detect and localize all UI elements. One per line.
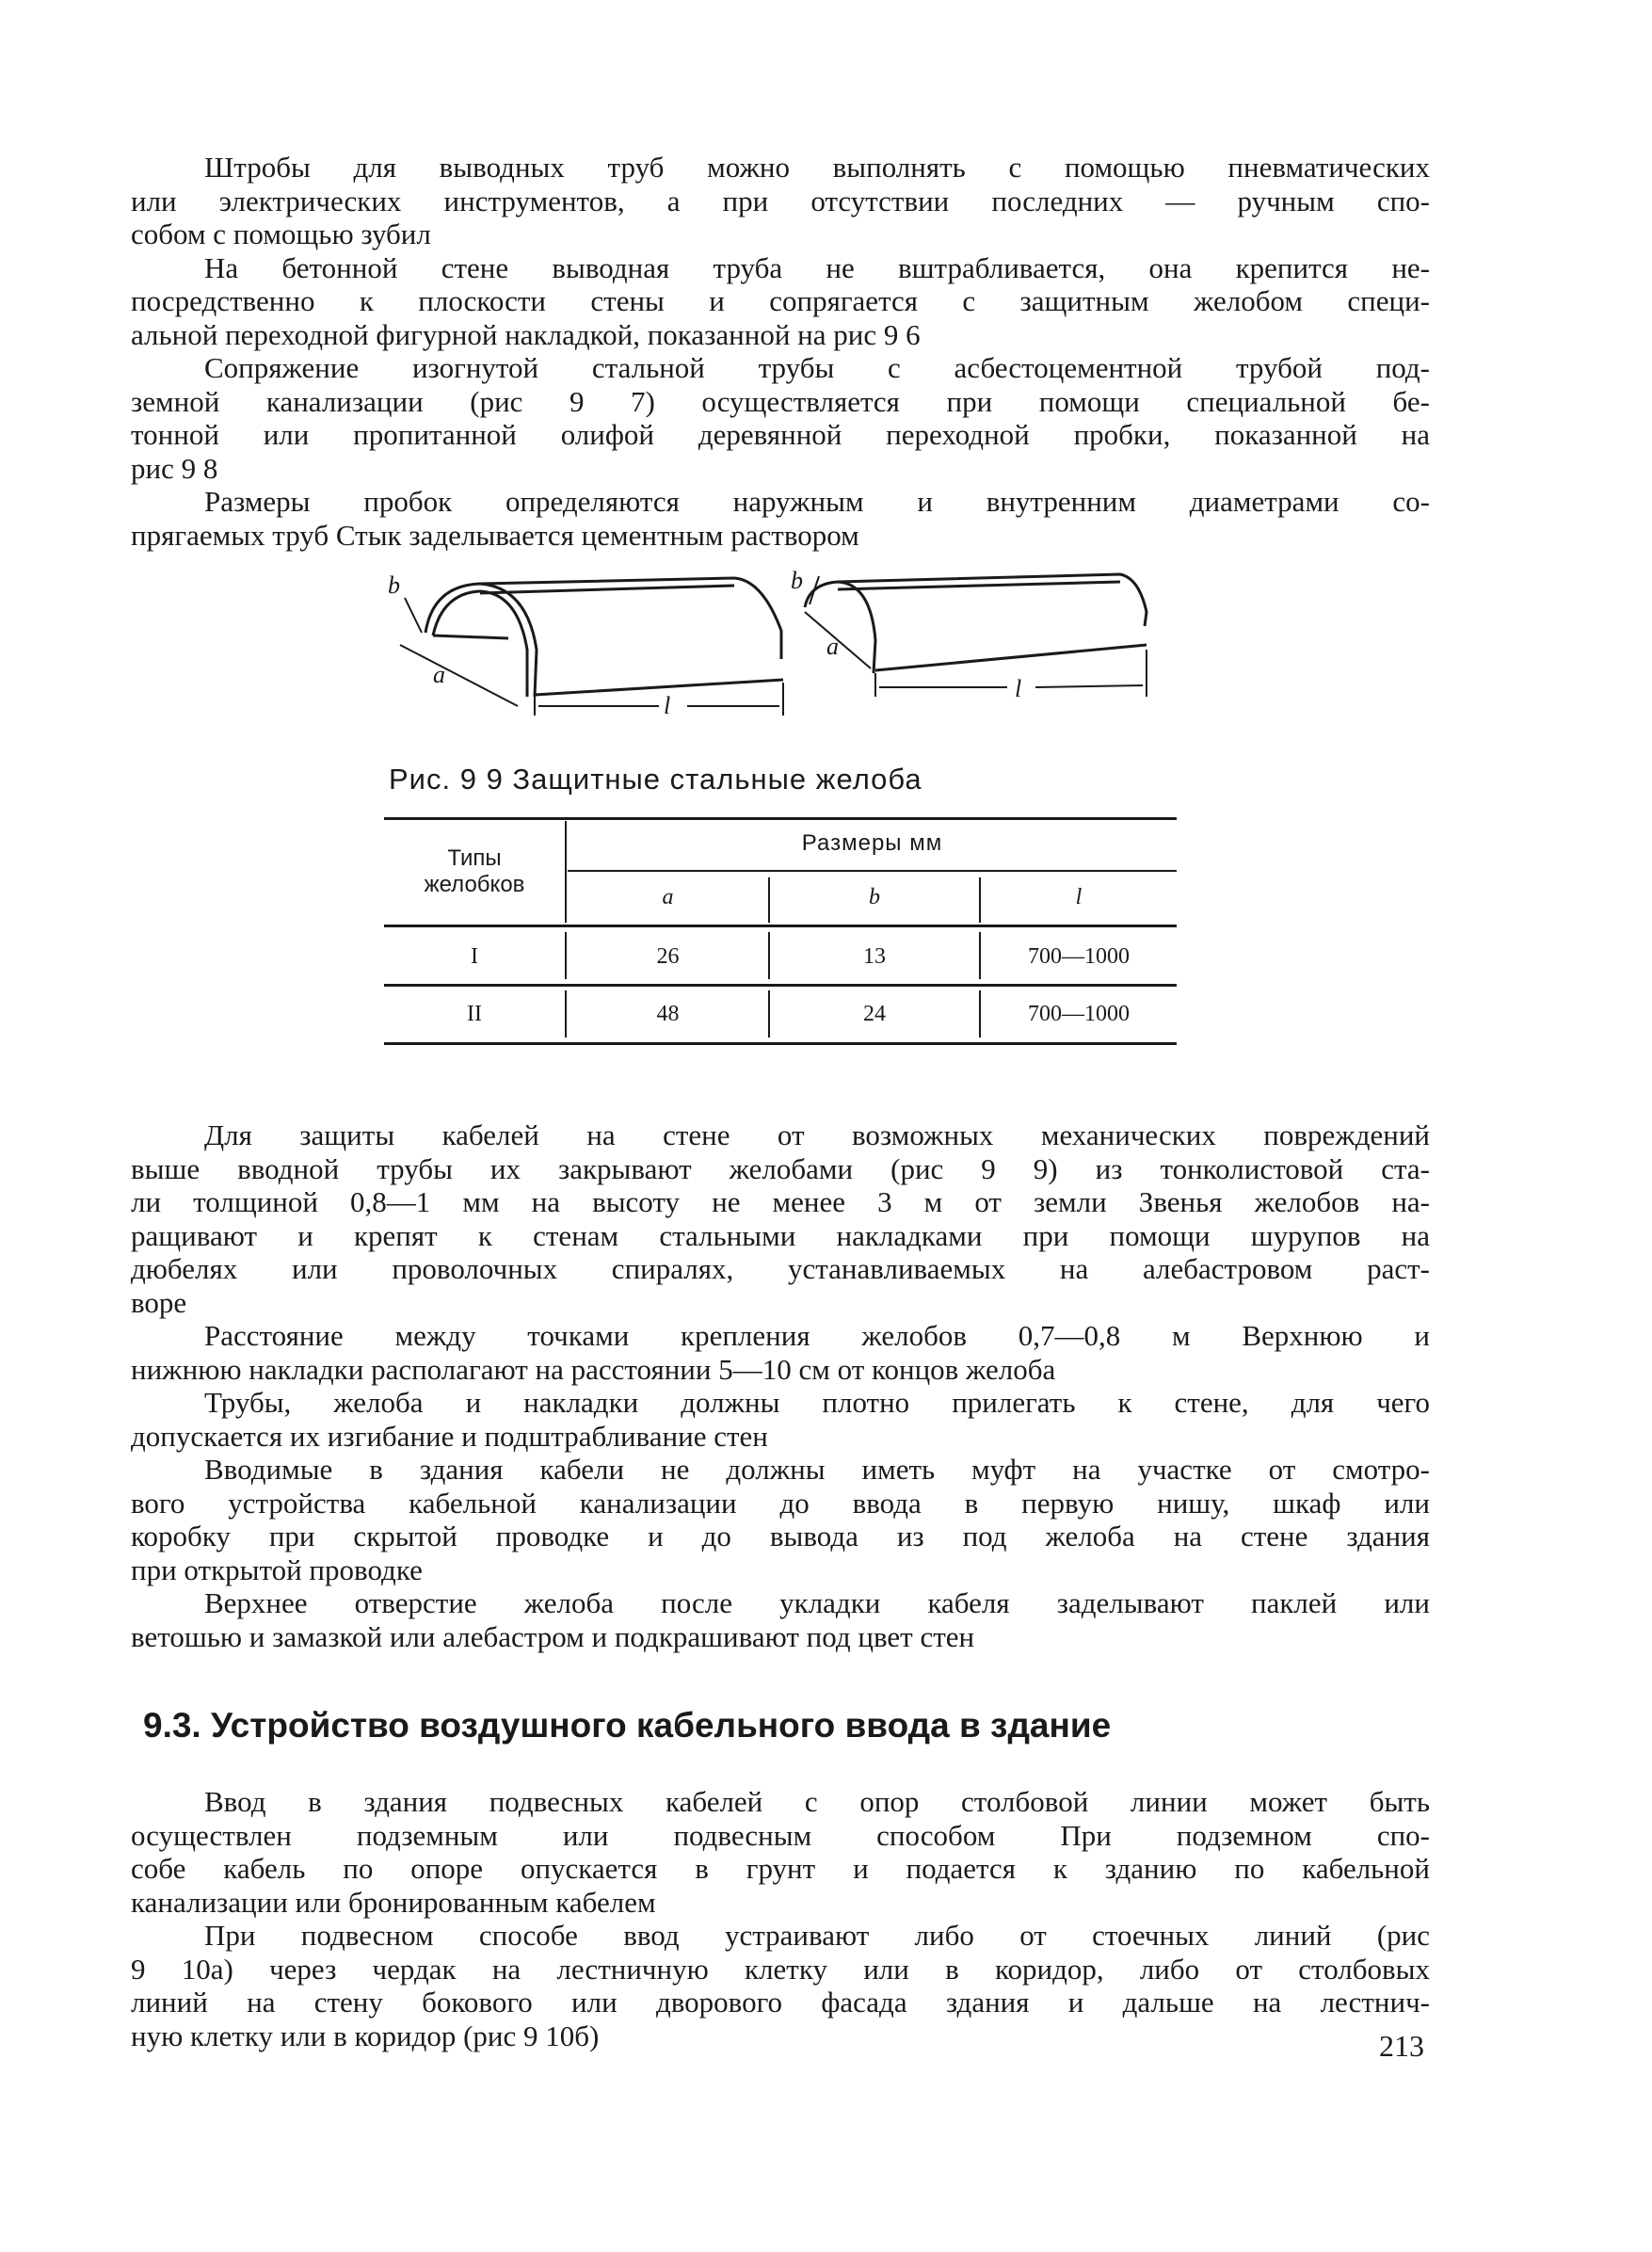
text-line: линий на стену бокового или дворового фасада здания и дальше на лестнич- bbox=[131, 1986, 1430, 2019]
paragraph bbox=[131, 485, 1430, 552]
text-line: альной переходной фигурной накладкой, показанной на рис 9 6 bbox=[131, 317, 921, 351]
paragraph bbox=[131, 1386, 1430, 1453]
row2-type: II bbox=[467, 1002, 482, 1026]
table-rule bbox=[565, 821, 567, 923]
text-line: Ввод в здания подвесных кабелей с опор столбовой линии может быть bbox=[204, 1785, 1430, 1818]
trough-type-1 bbox=[425, 578, 783, 697]
text-block-bottom bbox=[131, 1785, 1430, 2052]
text-line: нижнюю накладки располагают на расстоянии 5—10 см от концов желоба bbox=[131, 1352, 1056, 1386]
text-line: канализации или бронированным кабелем bbox=[131, 1885, 656, 1919]
text-line: при открытой проводке bbox=[131, 1552, 423, 1586]
text-line: тонной или пропитанной олифой деревянной переходной пробки, показанной на bbox=[131, 418, 1430, 451]
page-number: 213 bbox=[1379, 2029, 1424, 2063]
text-line: Трубы, желоба и накладки должны плотно прилегать к стене, для чего bbox=[204, 1386, 1430, 1419]
text-line: На бетонной стене выводная труба не вштрабливается, она крепится не- bbox=[204, 250, 1430, 284]
text-line: 9 10а) через чердак на лестничную клетку или в коридор, либо от столбовых bbox=[131, 1952, 1430, 1986]
paragraph bbox=[131, 151, 1430, 251]
text-line: выше вводной трубы их закрывают желобами (рис 9 9) из тонколистовой ста- bbox=[131, 1151, 1430, 1185]
label-a-1: a bbox=[433, 661, 445, 688]
header-sizes: Размеры мм bbox=[801, 830, 943, 856]
label-a-2: a bbox=[826, 633, 839, 660]
text-line: Размеры пробок определяются наружным и внутренним диаметрами со- bbox=[204, 485, 1430, 518]
figure-steel-troughs bbox=[377, 565, 1205, 725]
text-line: Вводимые в здания кабели не должны иметь муфт на участке от смотро- bbox=[204, 1453, 1430, 1486]
text-line: коробку при скрытой проводке и до вывода из под желоба на стене здания bbox=[131, 1520, 1430, 1552]
header-types: Типы желобков bbox=[424, 845, 525, 897]
label-b-2: b bbox=[791, 567, 803, 594]
text-line: Верхнее отверстие желоба после укладки кабеля заделывают паклей или bbox=[204, 1586, 1430, 1619]
text-line: дюбелях или проволочных спиралях, устанавливаемых на алебастровом раст- bbox=[131, 1252, 1430, 1285]
row2-a: 48 bbox=[656, 1002, 680, 1026]
text-line: ную клетку или в коридор (рис 9 10б) bbox=[131, 2019, 600, 2052]
table-rule bbox=[384, 925, 1177, 927]
text-line: рис 9 8 bbox=[131, 451, 218, 485]
text-line: собе кабель по опоре опускается в грунт и подается к зданию по кабельной bbox=[131, 1852, 1430, 1885]
label-l-1: l bbox=[664, 692, 671, 719]
paragraph bbox=[131, 1586, 1430, 1653]
text-line: собом с помощью зубил bbox=[131, 217, 431, 250]
row1-type: I bbox=[471, 944, 478, 969]
text-line: Расстояние между точками крепления желобов 0,7—0,8 м Верхнюю и bbox=[204, 1319, 1430, 1352]
figure-caption: Рис. 9 9 Защитные стальные желоба bbox=[389, 763, 922, 796]
text-line: осуществлен подземным или подвесным способом При подземном спо- bbox=[131, 1818, 1430, 1852]
text-line: прягаемых труб Стык заделывается цементным раствором bbox=[131, 518, 859, 552]
text-line: допускается их изгибание и подштрабливание стен bbox=[131, 1419, 768, 1453]
row1-a: 26 bbox=[656, 944, 680, 969]
label-b-1: b bbox=[388, 571, 400, 599]
paragraph bbox=[131, 1319, 1430, 1386]
text-line: вого устройства кабельной канализации до ввода в первую нишу, шкаф или bbox=[131, 1486, 1430, 1520]
trough-type-2 bbox=[805, 574, 1147, 673]
text-block-middle bbox=[131, 1118, 1430, 1653]
row2-b: 24 bbox=[863, 1002, 886, 1026]
row1-l: 700—1000 bbox=[1028, 944, 1130, 969]
text-line: воре bbox=[131, 1285, 187, 1319]
text-line: Штробы для выводных труб можно выполнять с помощью пневматических bbox=[204, 151, 1430, 184]
text-line: или электрических инструментов, а при отсутствии последних — ручным спо- bbox=[131, 184, 1430, 217]
text-line: земной канализации (рис 9 7) осуществляется при помощи специальной бе- bbox=[131, 384, 1430, 418]
text-block-top bbox=[131, 151, 1430, 552]
table-rule bbox=[384, 1042, 1177, 1045]
paragraph bbox=[131, 1453, 1430, 1586]
header-a: a bbox=[662, 885, 674, 909]
header-l: l bbox=[1075, 885, 1083, 909]
paragraph bbox=[131, 351, 1430, 485]
header-b: b bbox=[869, 885, 880, 909]
table-rule bbox=[384, 984, 1177, 987]
text-line: ветошью и замазкой или алебастром и подкрашивают под цвет стен bbox=[131, 1619, 975, 1653]
text-line: посредственно к плоскости стены и сопрягается с защитным желобом специ- bbox=[131, 284, 1430, 317]
text-line: Для защиты кабелей на стене от возможных механических повреждений bbox=[204, 1118, 1430, 1151]
paragraph bbox=[131, 251, 1430, 352]
table-rule bbox=[568, 870, 1177, 872]
text-line: ращивают и крепят к стенам стальными накладками при помощи шурупов на bbox=[131, 1218, 1430, 1252]
table-rule bbox=[565, 932, 567, 979]
text-line: ли толщиной 0,8—1 мм на высоту не менее 3 м от земли Звенья желобов на- bbox=[131, 1185, 1430, 1218]
table-rule bbox=[565, 990, 567, 1038]
label-l-2: l bbox=[1015, 675, 1022, 702]
text-line: При подвесном способе ввод устраивают либо от стоечных линий (рис bbox=[204, 1919, 1430, 1952]
row2-l: 700—1000 bbox=[1028, 1002, 1130, 1026]
paragraph bbox=[131, 1919, 1430, 2052]
section-heading: 9.3. Устройство воздушного кабельного ввода в здание bbox=[143, 1706, 1112, 1745]
text-line: Сопряжение изогнутой стальной трубы с асбестоцементной трубой под- bbox=[204, 351, 1430, 384]
table-rule bbox=[384, 817, 1177, 820]
row1-b: 13 bbox=[863, 944, 886, 969]
paragraph bbox=[131, 1785, 1430, 1919]
paragraph bbox=[131, 1118, 1430, 1319]
